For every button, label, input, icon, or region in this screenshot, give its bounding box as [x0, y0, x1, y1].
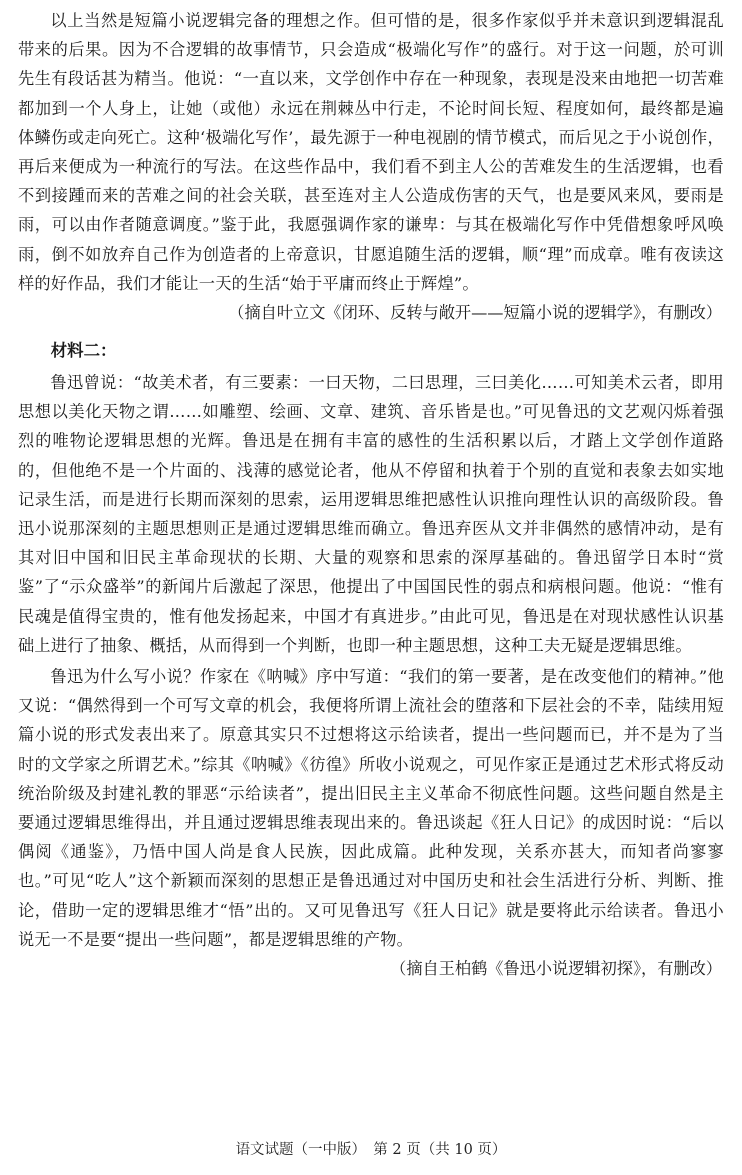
material1-paragraph: 以上当然是短篇小说逻辑完备的理想之作。但可惜的是，很多作家似乎并未意识到逻辑混乱带来的后果。因为不合逻辑的故事情节，只会造成“极端化写作”的盛行。对于这一问题，於可训先生有段话甚为精当。他说：“一直以来，文学创作中存在一种现象，表现是没来由地把一切苦难都加到一个人身上，让她（或他）永远在荆棘丛中行走，不论时间长短、程度如何，最终都是遍体鳞伤或走向死亡。这种‘极端化写作’，最先源于一种电视剧的情节模式，而后见之于小说创作，再后来便成为一种流行的写法。在这些作品中，我们看不到主人公的苦难发生的生活逻辑，也看不到接踵而来的苦难之间的社会关联，甚至连对主人公造成伤害的天气，也是要风来风，要雨是雨，可以由作者随意调度。”鉴于此，我愿强调作家的谦卑：与其在极端化写作中凭借想象呼风唤雨，倒不如放弃自己作为创造者的上帝意识，甘愿追随生活的逻辑，顺“理”而成章。唯有夜读这样的好作品，我们才能让一天的生活“始于平庸而终止于辉煌”。	[18, 11, 724, 293]
material1-source: （摘自叶立文《闭环、反转与敞开——短篇小说的逻辑学》，有删改）	[228, 303, 722, 323]
material2-source: （摘自王柏鹤《鲁迅小说逻辑初探》，有删改）	[390, 959, 722, 979]
page-footer: 语文试题（一中版） 第 2 页（共 10 页）	[235, 1142, 507, 1158]
material2-title: 材料二：	[50, 341, 117, 361]
material2-paragraph-2: 鲁迅为什么写小说？作家在《呐喊》序中写道：“我们的第一要著，是在改变他们的精神。”他又说：“偶然得到一个可写文章的机会，我便将所谓上流社会的堕落和下层社会的不幸，陆续用短篇小说的形式发表出来了。原意其实只不过想将这示给读者，提出一些问题而已，并不是为了当时的文学家之所谓艺术。”综其《呐喊》《彷徨》所收小说观之，可见作家正是通过艺术形式将反动统治阶级及封建礼教的罪恶“示给读者”，提出旧民主主义革命不彻底性问题。这些问题自然是主要通过逻辑思维得出，并且通过逻辑思维表现出来的。鲁迅谈起《狂人日记》的成因时说：“后以偶阅《通鉴》，乃悟中国人尚是食人民族，因此成篇。此种发现，关系亦甚大，而知者尚寥寥也。”可见“吃人”这个新颖而深刻的思想正是鲁迅通过对中国历史和社会生活进行分析、判断、推论，借助一定的逻辑思维才“悟”出的。又可见鲁迅写《狂人日记》就是要将此示给读者。鲁迅小说无一不是要“提出一些问题”，都是逻辑思维的产物。	[18, 667, 724, 949]
material2-paragraph-1: 鲁迅曾说：“故美术者，有三要素：一曰天物，二曰思理，三曰美化……可知美术云者，即用思想以美化天物之谓……如雕塑、绘画、文章、建筑、音乐皆是也。”可见鲁迅的文艺观闪烁着强烈的唯物论逻辑思想的光辉。鲁迅是在拥有丰富的感性的生活积累以后，才踏上文学创作道路的，但他绝不是一个片面的、浅薄的感觉论者，他从不停留和执着于个别的直觉和表象去如实地记录生活，而是进行长期而深刻的思索，运用逻辑思维把感性认识推向理性认识的高级阶段。鲁迅小说那深刻的主题思想则正是通过逻辑思维而确立。鲁迅弃医从文并非偶然的感情冲动，是有其对旧中国和旧民主革命现状的长期、大量的观察和思索的深厚基础的。鲁迅留学日本时“赏鉴”了“示众盛举”的新闻片后激起了深思，他提出了中国国民性的弱点和病根问题。他说：“惟有民魂是值得宝贵的，惟有他发扬起来，中国才有真进步。”由此可见，鲁迅是在对现状感性认识基础上进行了抽象、概括，从而得到一个判断，也即一种主题思想，这种工夫无疑是逻辑思维。	[18, 373, 724, 655]
